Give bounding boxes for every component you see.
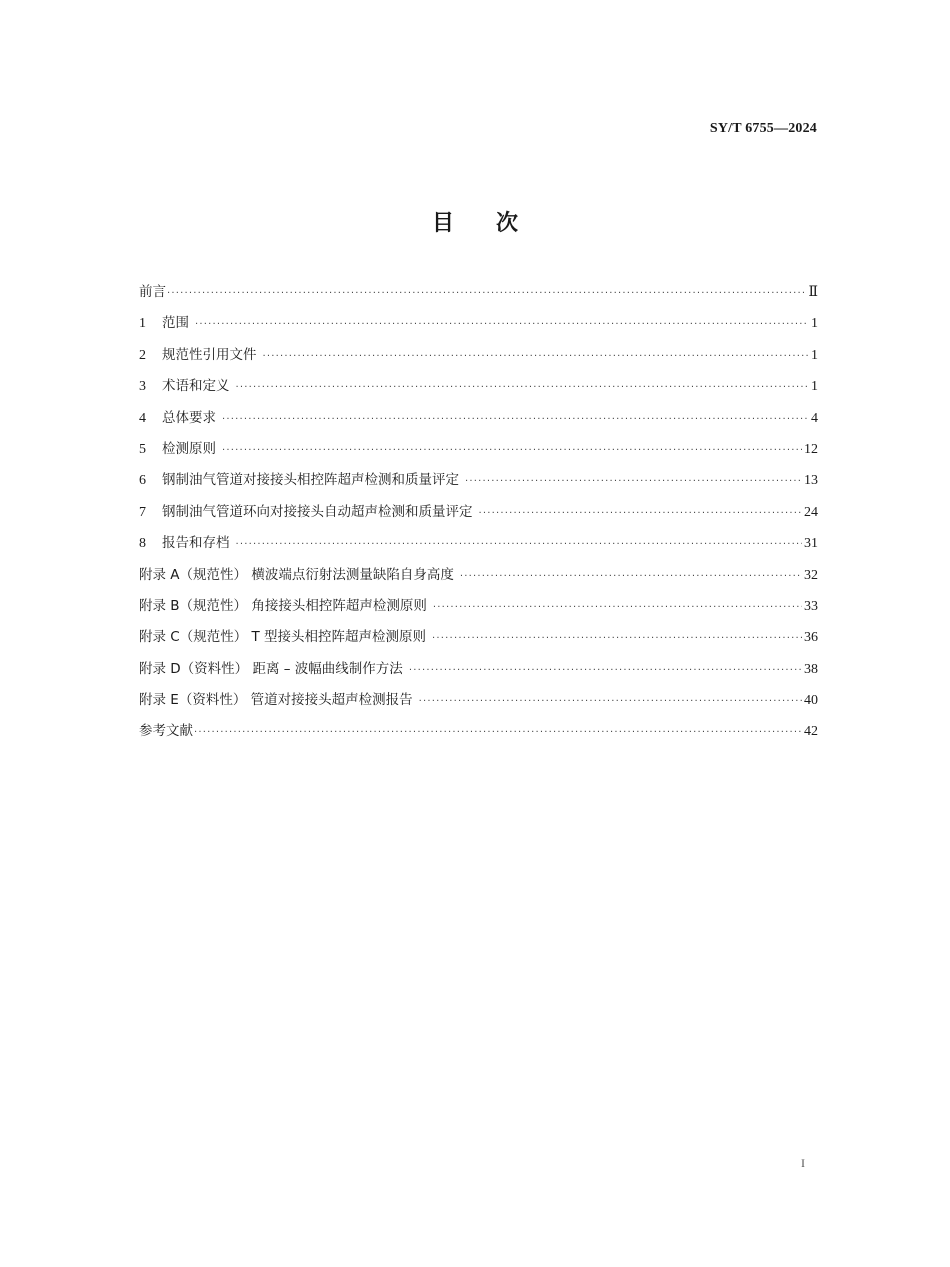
dot-leader	[460, 570, 802, 584]
table-of-contents	[139, 281, 818, 752]
standard-code: SY/T 6755—2024	[709, 121, 817, 136]
toc-entry-page: 32	[804, 567, 818, 583]
toc-entry[interactable]	[139, 438, 818, 469]
toc-entry-number: 8	[139, 536, 146, 552]
toc-entry-number: 6	[139, 473, 146, 489]
toc-entry[interactable]	[139, 689, 818, 720]
dot-leader	[419, 695, 802, 709]
toc-entry-label: 附录 A（规范性） 横波端点衍射法测量缺陷自身高度	[139, 566, 454, 583]
toc-entry-label: 范围	[162, 315, 189, 332]
toc-entry-page: 36	[804, 630, 818, 646]
toc-entry[interactable]	[139, 720, 818, 751]
toc-entry-label: 报告和存档	[162, 535, 230, 552]
toc-entry[interactable]	[139, 501, 818, 532]
toc-entry-number: 1	[139, 316, 146, 332]
toc-entry[interactable]	[139, 658, 818, 689]
toc-entry-label: 总体要求	[162, 409, 216, 426]
toc-entry-page: 1	[811, 379, 818, 395]
toc-entry-label: 钢制油气管道环向对接接头自动超声检测和质量评定	[162, 503, 473, 520]
toc-entry[interactable]	[139, 564, 818, 595]
toc-entry[interactable]	[139, 469, 818, 500]
toc-entry-number: 5	[139, 441, 146, 457]
toc-entry[interactable]	[139, 312, 818, 343]
toc-entry-page: 12	[804, 441, 818, 457]
dot-leader	[479, 507, 803, 521]
dot-leader	[263, 350, 810, 364]
toc-entry-page: 33	[804, 598, 818, 614]
toc-entry[interactable]	[139, 407, 818, 438]
toc-entry[interactable]	[139, 532, 818, 563]
dot-leader	[222, 413, 809, 427]
toc-entry[interactable]	[139, 375, 818, 406]
dot-leader	[433, 601, 802, 615]
toc-entry-label: 术语和定义	[162, 378, 230, 395]
toc-entry-label: 附录 B（规范性） 角接接头相控阵超声检测原则	[139, 597, 427, 614]
dot-leader	[432, 632, 802, 646]
toc-entry-number: 4	[139, 410, 146, 426]
dot-leader	[222, 444, 802, 458]
toc-entry-label: 参考文献	[139, 723, 193, 740]
toc-entry-label: 附录 D（资料性） 距离 – 波幅曲线制作方法	[139, 660, 403, 677]
toc-entry[interactable]	[139, 281, 818, 312]
toc-entry-page: 4	[811, 410, 818, 426]
toc-entry[interactable]	[139, 344, 818, 375]
title-char-right: 次	[496, 211, 519, 236]
toc-entry-page: 40	[804, 693, 818, 709]
dot-leader	[236, 538, 803, 552]
dot-leader	[409, 664, 802, 678]
toc-entry-label: 附录 C（规范性） T 型接头相控阵超声检测原则	[139, 629, 427, 646]
toc-entry-page: 1	[811, 347, 818, 363]
toc-entry[interactable]	[139, 595, 818, 626]
toc-entry-page: 42	[804, 724, 818, 740]
dot-leader	[236, 381, 810, 395]
toc-entry-page: 13	[804, 473, 818, 489]
dot-leader	[167, 287, 806, 301]
toc-entry-label: 前言	[139, 284, 166, 300]
dot-leader	[195, 318, 809, 332]
toc-entry-page: 38	[804, 661, 818, 677]
toc-entry-page: 1	[811, 316, 818, 332]
toc-entry-label: 规范性引用文件	[162, 346, 257, 363]
page-number: I	[801, 1156, 805, 1170]
dot-leader	[465, 475, 802, 489]
title-char-left: 目	[431, 211, 454, 236]
toc-entry-number: 7	[139, 504, 146, 520]
toc-entry-page: 24	[804, 504, 818, 520]
dot-leader	[194, 726, 802, 740]
toc-entry-number: 2	[139, 347, 146, 363]
page-title	[0, 206, 950, 237]
toc-entry-label: 钢制油气管道对接接头相控阵超声检测和质量评定	[162, 472, 459, 489]
toc-entry-page: 31	[804, 536, 818, 552]
toc-entry-label: 检测原则	[162, 440, 216, 457]
toc-entry-number: 3	[139, 379, 146, 395]
toc-entry-label: 附录 E（资料性） 管道对接接头超声检测报告	[139, 692, 413, 709]
toc-entry-page: Ⅱ	[808, 285, 818, 300]
toc-entry[interactable]	[139, 626, 818, 657]
